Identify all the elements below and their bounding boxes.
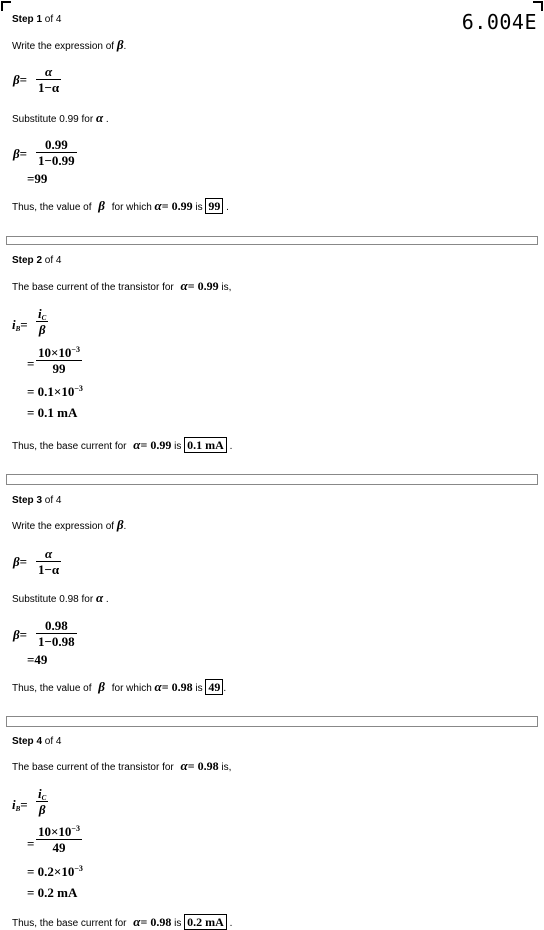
ib-equals: $i_B=$: [12, 797, 28, 813]
page-title: 6.004E: [461, 10, 537, 34]
beta-equals: β=: [13, 72, 28, 87]
divider: [537, 474, 538, 484]
conclusion: Thus, the value of β for which α= 0.99 is 99 .: [12, 198, 229, 213]
answer-box: 99: [205, 198, 223, 214]
divider: [6, 474, 7, 484]
divider: [6, 474, 538, 475]
answer-box: 0.1 mA: [184, 437, 227, 453]
equals-sign: =: [27, 836, 35, 851]
ib-fraction: $i_C$ β: [38, 786, 47, 817]
step-instruction: Write the expression of β.: [12, 517, 127, 532]
result-line: =49: [27, 652, 48, 667]
result-line: =99: [27, 171, 48, 186]
substitution-fraction: 0.99 1−0.99: [38, 137, 75, 168]
result-line: = 0.2 mA: [27, 885, 78, 900]
divider: [6, 716, 538, 717]
step-heading: Step 4 of 4: [12, 736, 62, 747]
result-line: = 0.1 mA: [27, 405, 78, 420]
divider: [537, 236, 538, 244]
step-instruction: The base current of the transistor for α= 0.99 is,: [12, 278, 232, 293]
step-heading: Step 3 of 4: [12, 495, 62, 506]
beta-fraction: α 1−α: [38, 546, 60, 577]
substitute-text: Substitute 0.99 for α .: [12, 110, 109, 125]
divider: [6, 244, 538, 245]
beta-equals: β=: [13, 146, 28, 161]
equals-sign: =: [27, 356, 35, 371]
answer-box: 0.2 mA: [184, 914, 227, 930]
conclusion: Thus, the base current for α= 0.98 is 0.2 mA .: [12, 914, 233, 929]
beta-equals: β=: [13, 554, 28, 569]
conclusion: Thus, the base current for α= 0.99 is 0.1 mA .: [12, 437, 233, 452]
divider: [6, 236, 538, 237]
numeric-fraction: $10\times 10^{-3}$ 49: [38, 824, 80, 855]
step-heading: Step 1 of 4: [12, 14, 62, 25]
step-heading: Step 2 of 4: [12, 255, 62, 266]
divider: [6, 236, 7, 244]
substitution-fraction: 0.98 1−0.98: [38, 618, 75, 649]
numeric-fraction: $10\times 10^{-3}$ 99: [38, 345, 80, 376]
ib-equals: $i_B=$: [12, 317, 28, 333]
step-instruction: Write the expression of β.: [12, 37, 127, 52]
beta-equals: β=: [13, 627, 28, 642]
divider: [537, 716, 538, 726]
conclusion: Thus, the value of β for which α= 0.98 is 49 .: [12, 679, 227, 694]
result-line: = $0.2\times 10^{-3}$: [27, 864, 83, 879]
ib-fraction: $i_C$ β: [38, 306, 47, 337]
answer-box: 49: [205, 679, 223, 695]
divider: [6, 484, 538, 485]
result-line: = $0.1\times 10^{-3}$: [27, 384, 83, 399]
divider: [6, 716, 7, 726]
divider: [6, 726, 538, 727]
beta-fraction: α 1−α: [38, 64, 60, 95]
step-instruction: The base current of the transistor for α= 0.98 is,: [12, 758, 232, 773]
substitute-text: Substitute 0.98 for α .: [12, 590, 109, 605]
corner-mark-left: [1, 1, 11, 11]
